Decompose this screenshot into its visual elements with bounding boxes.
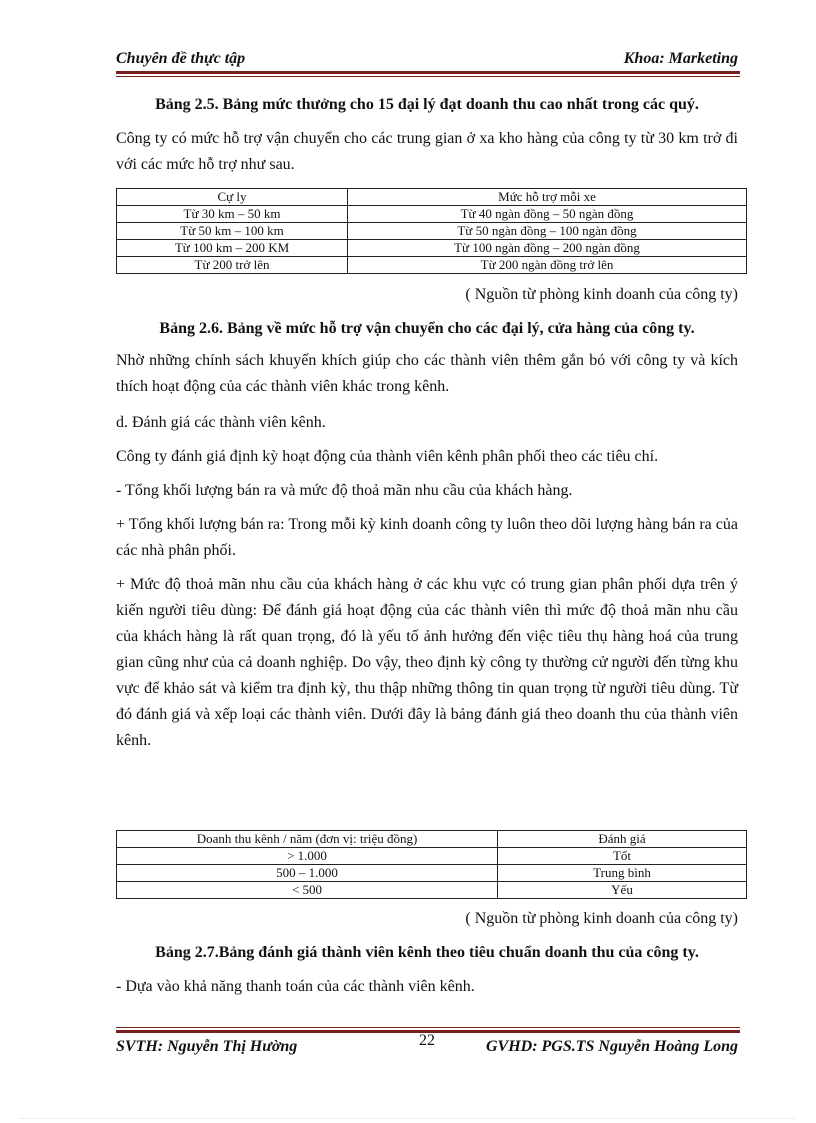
paragraph-section-d: d. Đánh giá các thành viên kênh.: [116, 414, 326, 431]
table-cell: Từ 50 ngàn đồng – 100 ngàn đồng: [348, 223, 747, 240]
table-cell: 500 – 1.000: [117, 865, 498, 882]
table-header-cell: Cự ly: [117, 189, 348, 206]
table-cell: Từ 100 km – 200 KM: [117, 240, 348, 257]
table-cell: Từ 40 ngàn đồng – 50 ngàn đồng: [348, 206, 747, 223]
table-row: [117, 848, 747, 865]
table-row: [117, 257, 747, 274]
header-right: Khoa: Marketing: [623, 50, 738, 67]
page-number: 22: [419, 1032, 435, 1049]
table-cell: Từ 50 km – 100 km: [117, 223, 348, 240]
table-cell: Từ 200 trở lên: [117, 257, 348, 274]
page-header: [116, 50, 738, 68]
table-cell: > 1.000: [117, 848, 498, 865]
header-rule-thin: [116, 76, 740, 77]
page-bottom-divider: [20, 1118, 796, 1119]
page-footer: [116, 1032, 738, 1058]
paragraph-policy: Nhờ những chính sách khuyến khích giúp cho các thành viên thêm gắn bó với công ty và kích thích hoạt động của các thành viên khác trong kênh.: [116, 352, 738, 395]
paragraph-evaluation: Công ty đánh giá định kỳ hoạt động của thành viên kênh phân phối theo các tiêu chí.: [116, 448, 659, 465]
table-cell: Trung bình: [498, 865, 747, 882]
table-header-row: [117, 831, 747, 848]
table-revenue-evaluation: [116, 830, 747, 899]
table-cell: Tốt: [498, 848, 747, 865]
caption-table-2-5: Bảng 2.5. Bảng mức thưởng cho 15 đại lý đạt doanh thu cao nhất trong các quý.: [155, 96, 699, 113]
caption-table-2-7: Bảng 2.7.Bảng đánh giá thành viên kênh theo tiêu chuẩn doanh thu của công ty.: [155, 944, 699, 961]
table-cell: Từ 100 ngàn đồng – 200 ngàn đồng: [348, 240, 747, 257]
table-cell: Từ 30 km – 50 km: [117, 206, 348, 223]
table-header-cell: Mức hỗ trợ mỗi xe: [348, 189, 747, 206]
caption-table-2-6: Bảng 2.6. Bảng về mức hỗ trợ vận chuyển cho các đại lý, cửa hàng của công ty.: [159, 320, 695, 337]
table-header-cell: Đánh giá: [498, 831, 747, 848]
paragraph-satisfaction: + Mức độ thoả mãn nhu cầu của khách hàng ở các khu vực có trung gian phân phối dựa trên ý kiến người tiêu dùng: Để đánh giá hoạt động của các thành viên thì mức độ thoả mãn nhu cầu của khách hàng là rất quan trọng, đó là yếu tố ảnh hưởng đến việc tiêu thụ hàng hoá của trung gian cũng như của cả doanh nghiệp. Do vậy, theo định kỳ công ty thường cử người đến từng khu vực để khảo sát và kiểm tra định kỳ, thu thập những thông tin quan trọng từ người tiêu dùng. Từ đó đánh giá và xếp loại các thành viên. Dưới đây là bảng đánh giá theo doanh thu của thành viên kênh.: [116, 576, 738, 749]
table-cell: < 500: [117, 882, 498, 899]
paragraph-support: Công ty có mức hỗ trợ vận chuyển cho các trung gian ở xa kho hàng của công ty từ 30 km trở đi với các mức hỗ trợ như sau.: [116, 130, 738, 173]
paragraph-criteria: - Tổng khối lượng bán ra và mức độ thoả mãn nhu cầu của khách hàng.: [116, 482, 573, 499]
footer-advisor: GVHD: PGS.TS Nguyễn Hoàng Long: [485, 1038, 738, 1055]
table-cell: Từ 200 ngàn đồng trở lên: [348, 257, 747, 274]
source-note-2: ( Nguồn từ phòng kinh doanh của công ty): [465, 910, 738, 927]
source-note-1: ( Nguồn từ phòng kinh doanh của công ty): [465, 286, 738, 303]
table-transport-support: [116, 188, 747, 274]
table-row: [117, 882, 747, 899]
paragraph-payment: - Dựa vào khả năng thanh toán của các thành viên kênh.: [116, 978, 475, 995]
footer-student: SVTH: Nguyễn Thị Hường: [116, 1038, 298, 1055]
table-row: [117, 865, 747, 882]
table-row: [117, 240, 747, 257]
header-rule-thick: [116, 71, 740, 74]
table-cell: Yếu: [498, 882, 747, 899]
table-row: [117, 206, 747, 223]
table-row: [117, 223, 747, 240]
header-left: Chuyên đề thực tập: [116, 50, 246, 67]
table-header-cell: Doanh thu kênh / năm (đơn vị: triệu đồng): [117, 831, 498, 848]
table-header-row: [117, 189, 747, 206]
footer-rule-thin: [116, 1027, 740, 1028]
paragraph-volume: + Tổng khối lượng bán ra: Trong mỗi kỳ kinh doanh công ty luôn theo dõi lượng hàng bán ra của các nhà phân phối.: [116, 516, 738, 559]
